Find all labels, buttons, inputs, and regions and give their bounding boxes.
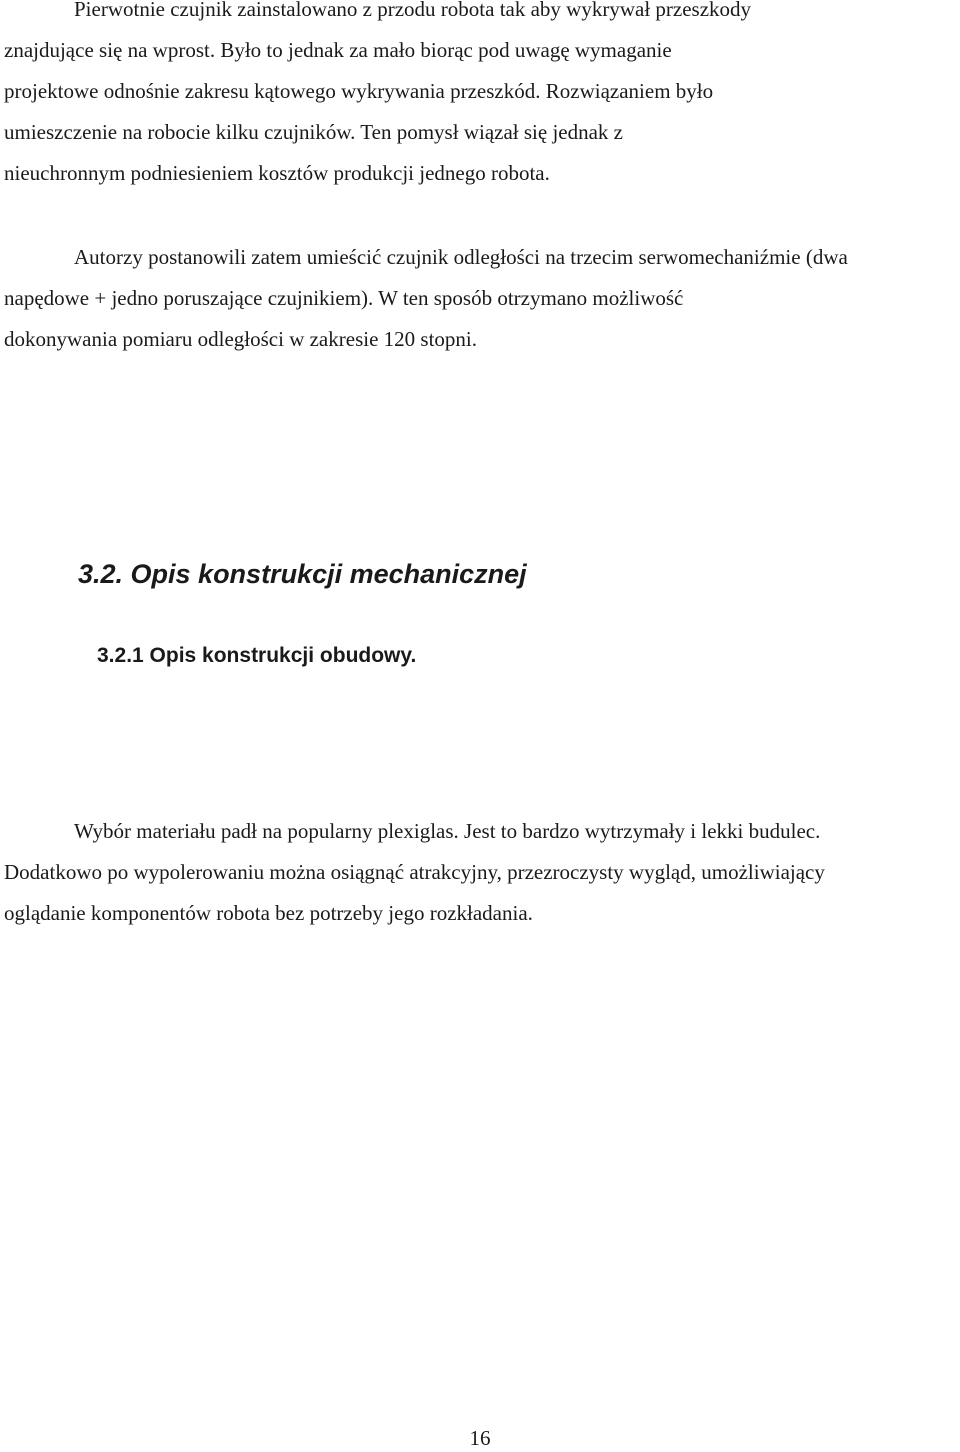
paragraph-sensor-placement xyxy=(4,0,960,194)
paragraph-line: umieszczenie na robocie kilku czujników. Ten pomysł wiązał się jednak z xyxy=(4,120,623,144)
paragraph-line: nieuchronnym podniesieniem kosztów produkcji jednego robota. xyxy=(4,161,550,185)
paragraph-line: Wybór materiału padł na popularny plexiglas. Jest to bardzo wytrzymały i lekki budulec. xyxy=(74,819,821,843)
paragraph-line: napędowe + jedno poruszające czujnikiem). W ten sposób otrzymano możliwość xyxy=(4,286,684,310)
paragraph-servo-solution xyxy=(4,237,960,360)
paragraph-line: dokonywania pomiaru odległości w zakresie 120 stopni. xyxy=(4,327,477,351)
paragraph-line: Pierwotnie czujnik zainstalowano z przodu robota tak aby wykrywał przeszkody xyxy=(74,0,752,21)
page-number: 16 xyxy=(469,1426,491,1450)
section-heading: 3.2. Opis konstrukcji mechanicznej xyxy=(78,559,527,589)
paragraph-material-choice xyxy=(4,811,960,934)
paragraph-line: Autorzy postanowili zatem umieścić czujnik odległości na trzecim serwomechaniźmie (dwa xyxy=(74,245,848,269)
paragraph-line: projektowe odnośnie zakresu kątowego wykrywania przeszkód. Rozwiązaniem było xyxy=(4,79,714,103)
subsection-heading: 3.2.1 Opis konstrukcji obudowy. xyxy=(97,644,417,667)
paragraph-line: Dodatkowo po wypolerowaniu można osiągnąć atrakcyjny, przezroczysty wygląd, umożliwiający xyxy=(4,860,825,884)
paragraph-line: oglądanie komponentów robota bez potrzeby jego rozkładania. xyxy=(4,901,533,925)
paragraph-line: znajdujące się na wprost. Było to jednak za mało biorąc pod uwagę wymaganie xyxy=(4,38,672,62)
